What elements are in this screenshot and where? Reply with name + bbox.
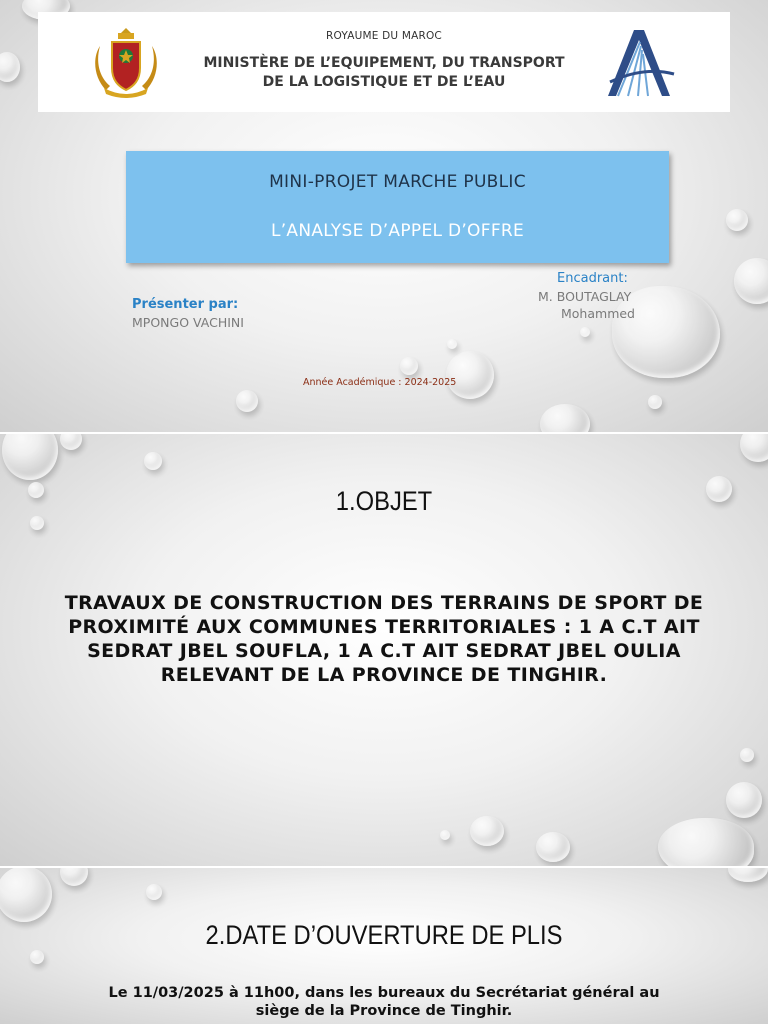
date-slide: [0, 868, 768, 1024]
water-drop: [726, 209, 748, 231]
water-drop: [144, 452, 162, 470]
water-drop: [60, 434, 82, 450]
date-heading: 2.DATE D’OUVERTURE DE PLIS: [205, 920, 563, 950]
water-drop: [0, 52, 20, 82]
project-subtitle: L’ANALYSE D’APPEL D’OFFRE: [270, 221, 525, 241]
water-drop: [146, 884, 162, 900]
water-drop: [446, 351, 494, 399]
ministry-header-banner: [38, 12, 730, 112]
water-drop: [440, 830, 450, 840]
academic-year: Année Académique : 2024-2025: [303, 377, 457, 388]
water-drop: [28, 482, 44, 498]
supervisor-label: Encadrant:: [557, 271, 628, 286]
bridge-logo-icon: [604, 22, 676, 102]
objet-description: TRAVAUX DE CONSTRUCTION DES TERRAINS DE SPORT DE PROXIMITÉ AUX COMMUNES TERRITORIALES : 1 A C.T AIT SEDRAT JBEL SOUFLA, 1 A C.T AIT SEDRAT JBEL OULIA RELEVANT DE LA PROVINCE DE TINGHIR.: [64, 592, 704, 686]
water-drop: [236, 390, 258, 412]
water-drop: [0, 868, 52, 922]
opening-date-text: Le 11/03/2025 à 11h00, dans les bureaux du Secrétariat général au siège de la Province de Tinghir.: [108, 985, 660, 1019]
water-drop: [740, 434, 768, 462]
title-slide: [0, 0, 768, 432]
objet-heading: 1.OBJET: [335, 486, 433, 516]
water-drop: [536, 832, 570, 862]
water-drop: [580, 327, 590, 337]
presenter-name: MPONGO VACHINI: [132, 315, 244, 330]
water-drop: [30, 516, 44, 530]
water-drop: [60, 868, 88, 886]
water-drop: [400, 357, 418, 375]
project-title: MINI-PROJET MARCHE PUBLIC: [269, 172, 526, 192]
water-drop: [470, 816, 504, 846]
presenter-label: Présenter par:: [132, 297, 239, 312]
water-drop: [658, 818, 754, 866]
water-drop: [728, 868, 768, 882]
water-drop: [30, 950, 44, 964]
water-drop: [447, 339, 457, 349]
water-drop: [734, 258, 768, 304]
water-drop: [2, 434, 58, 480]
water-drop: [740, 748, 754, 762]
supervisor-first-name: Mohammed: [561, 306, 635, 321]
water-drop: [648, 395, 662, 409]
ministry-line-2: DE LA LOGISTIQUE ET DE L’EAU: [262, 74, 506, 90]
objet-slide: [0, 434, 768, 866]
supervisor-name: M. BOUTAGLAY: [538, 289, 632, 304]
water-drop: [726, 782, 762, 818]
kingdom-text: ROYAUME DU MAROC: [326, 30, 442, 42]
water-drop: [540, 404, 590, 432]
ministry-line-1: MINISTÈRE DE L’EQUIPEMENT, DU TRANSPORT: [203, 55, 565, 71]
title-box: [126, 151, 669, 263]
